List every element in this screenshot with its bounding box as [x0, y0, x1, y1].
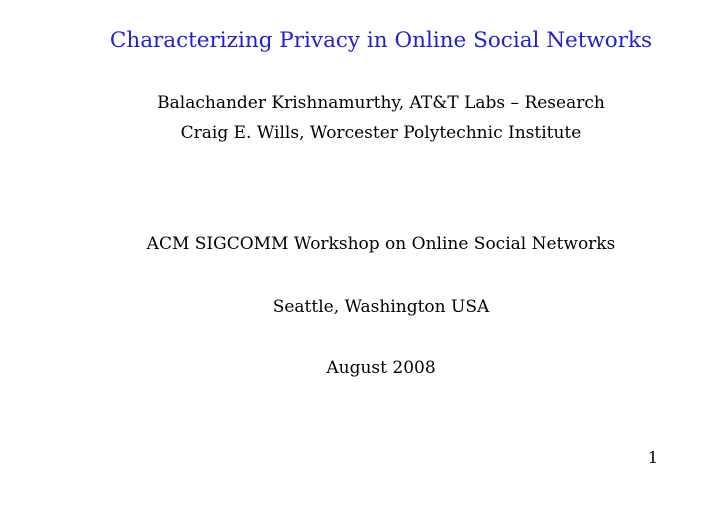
date: August 2008 [326, 358, 436, 378]
page-number: 1 [647, 448, 658, 467]
slide-title: Characterizing Privacy in Online Social Networks [109, 28, 653, 53]
author-line-2: Craig E. Wills, Worcester Polytechnic Institute [180, 123, 582, 143]
venue: ACM SIGCOMM Workshop on Online Social Networks [146, 234, 616, 254]
author-line-1: Balachander Krishnamurthy, AT&T Labs – Research [157, 93, 605, 113]
location: Seattle, Washington USA [272, 297, 490, 317]
